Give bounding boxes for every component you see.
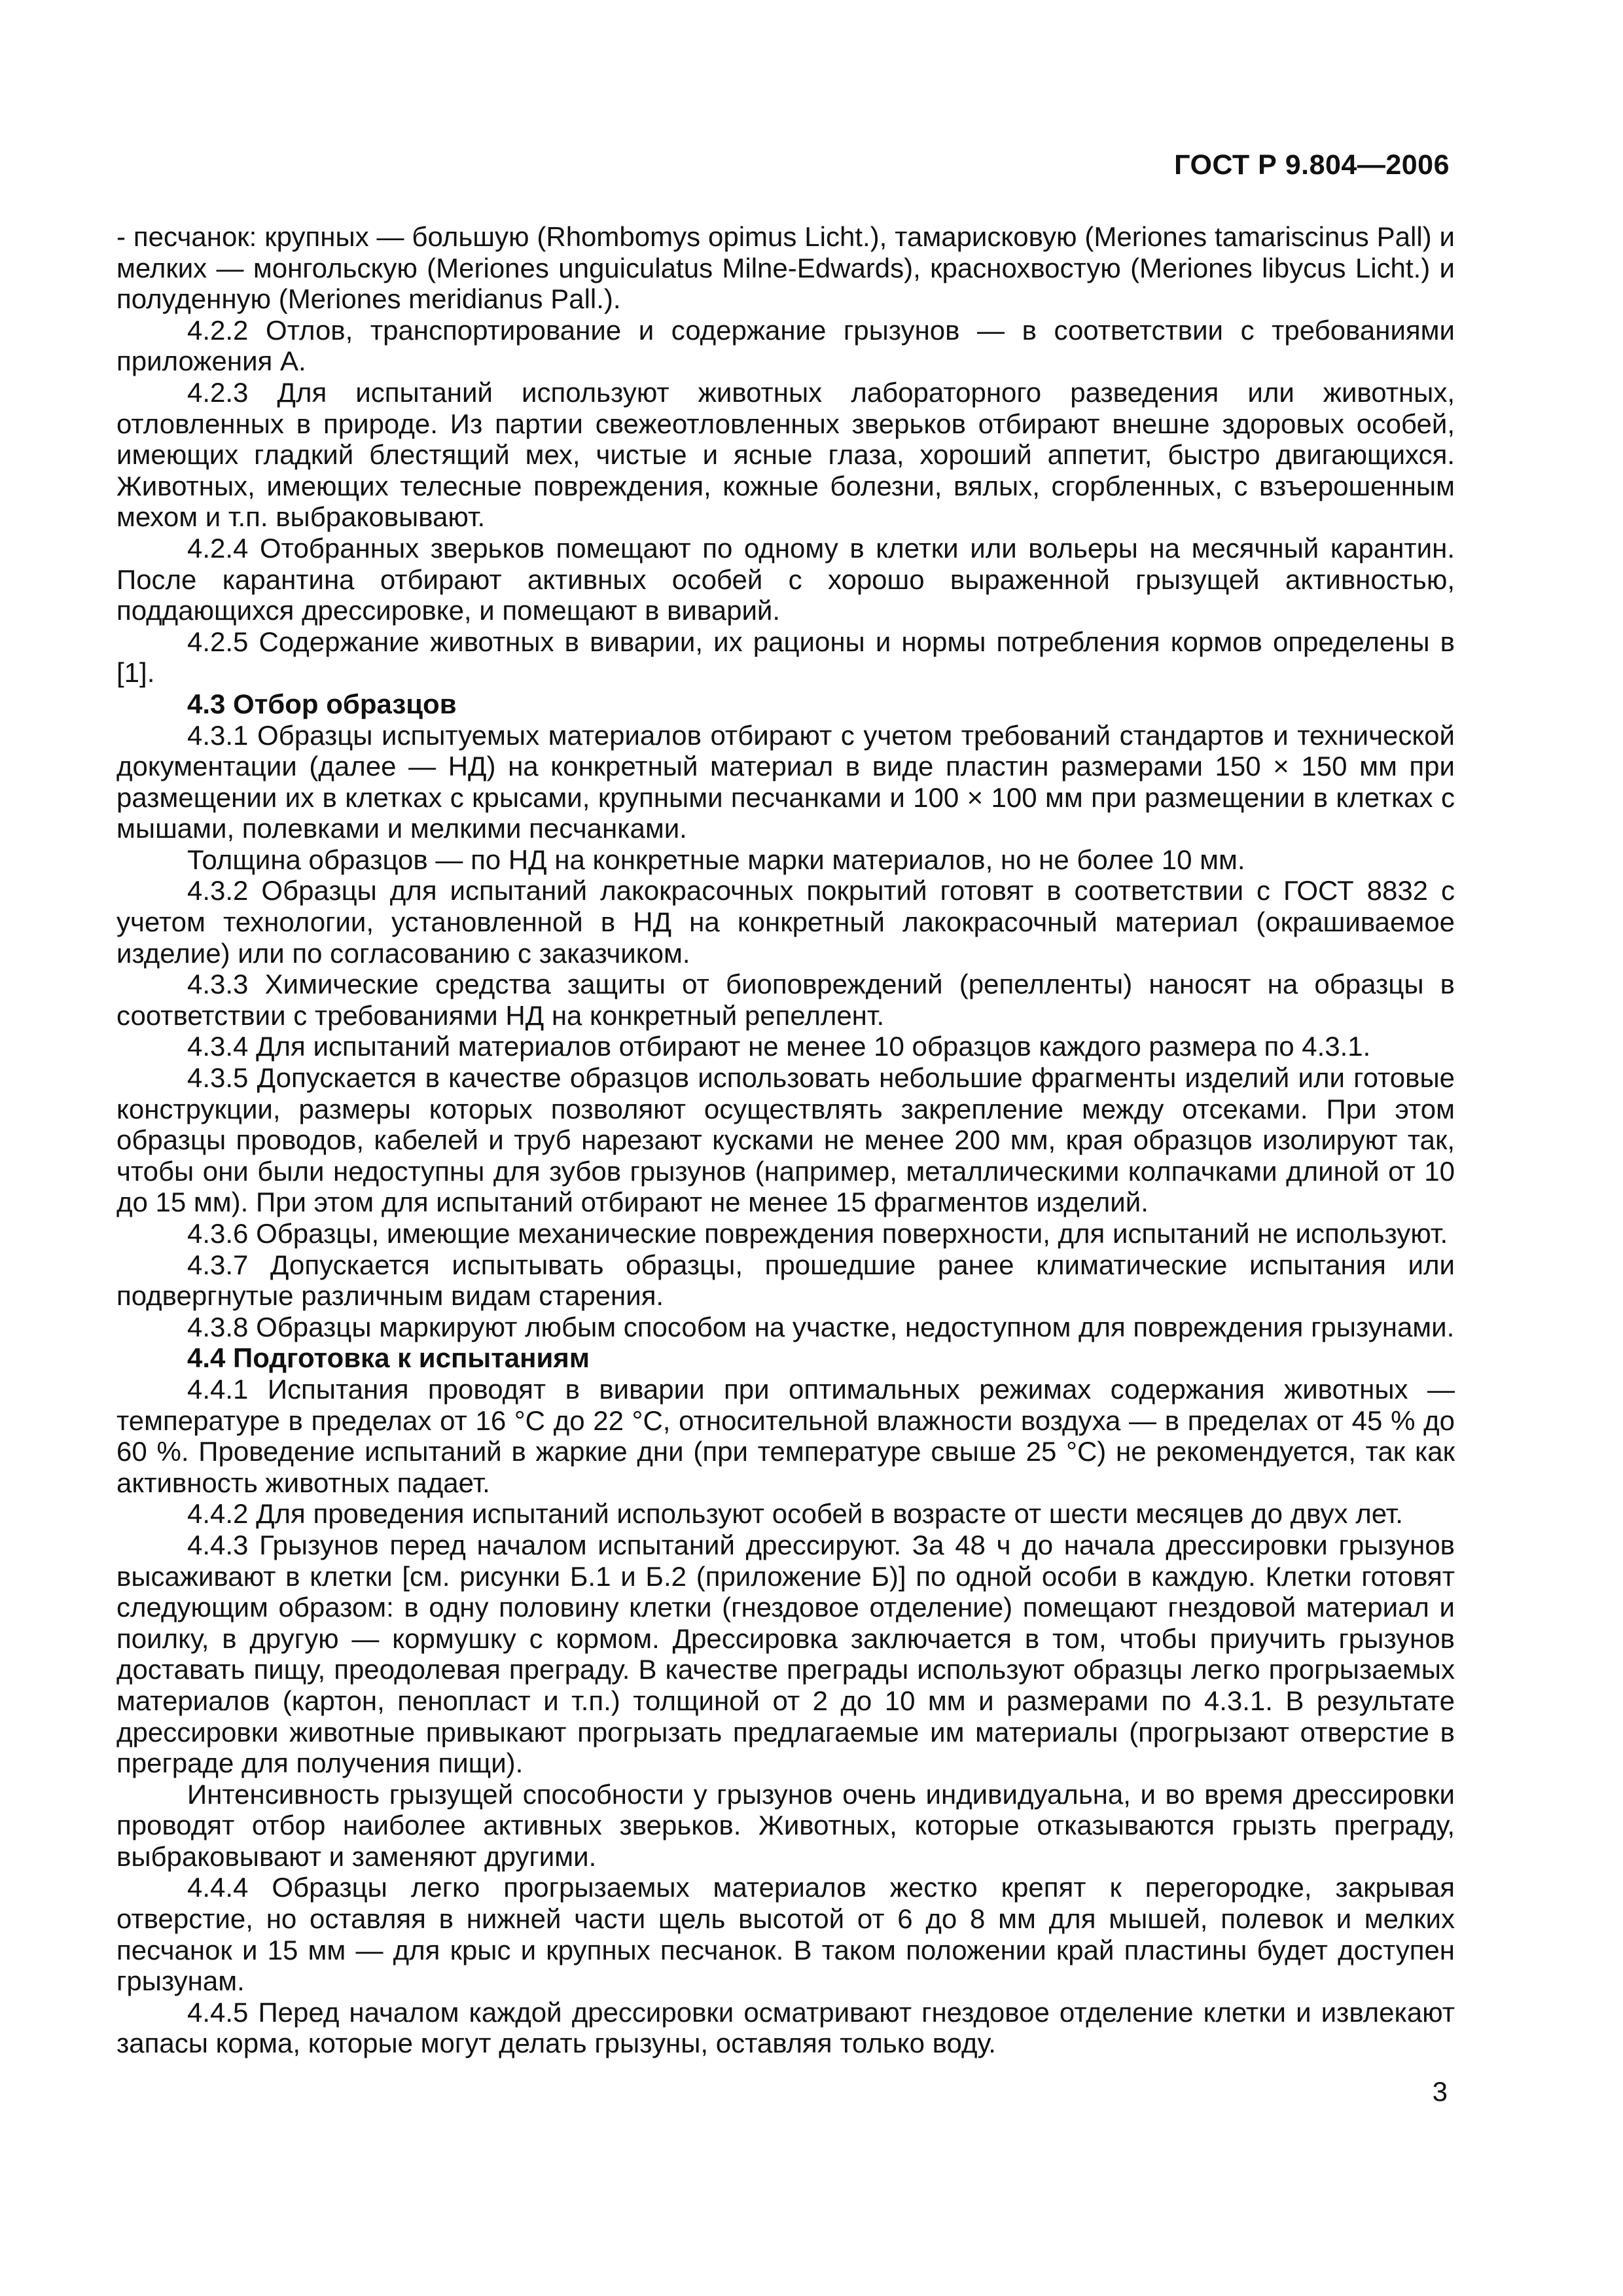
section-heading-4-3: 4.3 Отбор образцов	[187, 688, 457, 719]
paragraph-4-3-5: 4.3.5 Допускается в качестве образцов использовать небольшие фрагменты изделий или готовые конструкции, размеры которых позволяют осуществлять закрепление между отсеками. При этом образцы проводов, кабелей и труб нарезают кусками не менее 200 мм, края образцов изолируют так, чтобы они были недоступны для зубов грызунов (например, металлическими колпачками длиной от 10 до 15 мм). При этом для испытаний отбирают не менее 15 фрагментов изделий.	[116, 1062, 1455, 1218]
paragraph-4-2-4: 4.2.4 Отобранных зверьков помещают по одному в клетки или вольеры на месячный карантин. После карантина отбирают активных особей с хорошо выраженной грызущей активностью, поддающихся дрессировке, и помещают в виварий.	[116, 532, 1455, 626]
paragraph-4-3-2: 4.3.2 Образцы для испытаний лакокрасочных покрытий готовят в соответствии с ГОСТ 8832 с учетом технологии, установленной в НД на конкретный лакокрасочный материал (окрашиваемое изделие) или по согласованию с заказчиком.	[116, 875, 1455, 969]
paragraph-4-4-2: 4.4.2 Для проведения испытаний используют особей в возрасте от шести месяцев до двух лет.	[187, 1498, 1403, 1530]
paragraph-4-4-1: 4.4.1 Испытания проводят в виварии при оптимальных режимах содержания животных — температуре в пределах от 16 °C до 22 °C, относительной влажности воздуха — в пределах от 45 % до 60 %. Проведение испытаний в жаркие дни (при температуре свыше 25 °C) не рекомендуется, так как активность животных падает.	[116, 1373, 1455, 1498]
paragraph-gerbils: - песчанок: крупных — большую (Rhombomys opimus Licht.), тамарисковую (Meriones tamariscinus Pall) и мелких — монгольскую (Meriones unguiculatus Milne-Edwards), краснохвостую (Meriones libycus Licht.) и полуденную (Meriones meridianus Pall.).	[116, 221, 1455, 315]
paragraph-thickness: Толщина образцов — по НД на конкретные марки материалов, но не более 10 мм.	[187, 844, 1245, 875]
paragraph-4-3-8: 4.3.8 Образцы маркируют любым способом на участке, недоступном для повреждения грызунами.	[187, 1311, 1455, 1342]
section-heading-4-4: 4.4 Подготовка к испытаниям	[187, 1342, 590, 1374]
paragraph-4-2-2: 4.2.2 Отлов, транспортирование и содержание грызунов — в соответствии с требованиями приложения А.	[116, 314, 1455, 377]
paragraph-4-4-5: 4.4.5 Перед началом каждой дрессировки осматривают гнездовое отделение клетки и извлекают запасы корма, которые могут делать грызуны, оставляя только воду.	[116, 1996, 1455, 2059]
paragraph-4-3-7: 4.3.7 Допускается испытывать образцы, прошедшие ранее климатические испытания или подвергнутые различным видам старения.	[116, 1249, 1455, 1312]
paragraph-4-3-3: 4.3.3 Химические средства защиты от биоповреждений (репелленты) наносят на образцы в соответствии с требованиями НД на конкретный репеллент.	[116, 969, 1455, 1031]
paragraph-4-4-3: 4.4.3 Грызунов перед началом испытаний дрессируют. За 48 ч до начала дрессировки грызунов высаживают в клетки [см. рисунки Б.1 и Б.2 (приложение Б)] по одной особи в каждую. Клетки готовят следующим образом: в одну половину клетки (гнездовое отделение) помещают гнездовой материал и поилку, в другую — кормушку с кормом. Дрессировка заключается в том, чтобы приучить грызунов доставать пищу, преодолевая преграду. В качестве преграды используют образцы легко прогрызаемых материалов (картон, пенопласт и т.п.) толщиной от 2 до 10 мм и размерами по 4.3.1. В результате дрессировки животные привыкают прогрызать предлагаемые им материалы (прогрызают отверстие в преграде для получения пищи).	[116, 1529, 1455, 1779]
paragraph-4-3-1: 4.3.1 Образцы испытуемых материалов отбирают с учетом требований стандартов и технической документации (далее — НД) на конкретный материал в виде пластин размерами 150 × 150 мм при размещении их в клетках с крысами, крупными песчанками и 100 × 100 мм при размещении в клетках с мышами, полевками и мелкими песчанками.	[116, 719, 1455, 844]
page-number: 3	[1432, 2076, 1448, 2107]
paragraph-4-3-6: 4.3.6 Образцы, имеющие механические повреждения поверхности, для испытаний не используют.	[187, 1218, 1448, 1249]
paragraph-4-2-3: 4.2.3 Для испытаний используют животных лабораторного разведения или животных, отловленных в природе. Из партии свежеотловленных зверьков отбирают внешне здоровых особей, имеющих гладкий блестящий мех, чистые и ясные глаза, хороший аппетит, быстро двигающихся. Животных, имеющих телесные повреждения, кожные болезни, вялых, сгорбленных, с взъерошенным мехом и т.п. выбраковывают.	[116, 376, 1455, 533]
document-body	[116, 221, 1455, 2059]
paragraph-intensity: Интенсивность грызущей способности у грызунов очень индивидуальна, и во время дрессировки проводят отбор наиболее активных зверьков. Животных, которые отказываются грызть преграду, выбраковывают и заменяют другими.	[116, 1778, 1455, 1872]
paragraph-4-3-4: 4.3.4 Для испытаний материалов отбирают не менее 10 образцов каждого размера по 4.3.1.	[187, 1031, 1371, 1062]
paragraph-4-2-5: 4.2.5 Содержание животных в виварии, их рационы и нормы потребления кормов определены в [1].	[116, 626, 1455, 689]
document-header: ГОСТ Р 9.804—2006	[1174, 149, 1450, 181]
paragraph-4-4-4: 4.4.4 Образцы легко прогрызаемых материалов жестко крепят к перегородке, закрывая отверстие, но оставляя в нижней части щель высотой от 6 до 8 мм для мышей, полевок и мелких песчанок и 15 мм — для крыс и крупных песчанок. В таком положении край пластины будет доступен грызунам.	[116, 1872, 1455, 1997]
